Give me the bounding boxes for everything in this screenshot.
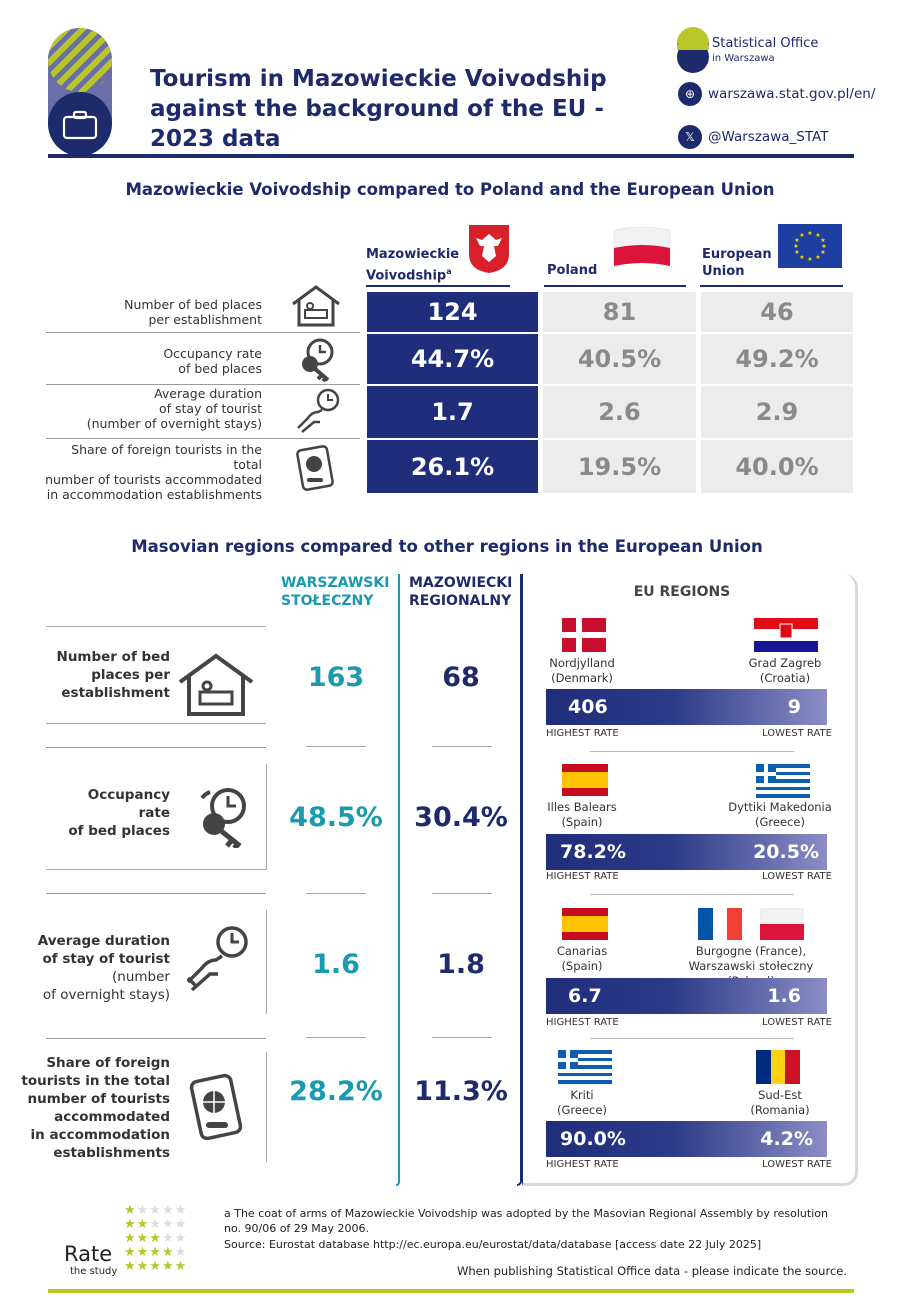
poland-flag-icon xyxy=(612,226,672,268)
rate-sub[interactable]: the study xyxy=(70,1266,118,1277)
s2-row1-mazowiecki: 68 xyxy=(442,662,480,693)
svg-text:★: ★ xyxy=(793,243,799,250)
svg-text:★: ★ xyxy=(815,254,821,261)
passport-icon xyxy=(294,442,338,492)
s1-row2-poland: 40.5% xyxy=(543,334,696,384)
s2-row3-mazowiecki: 1.8 xyxy=(437,949,485,980)
s2-row4-label: Share of foreign tourists in the total number of tourists accommodated in accommodation establishments xyxy=(21,1055,170,1161)
greece-flag-icon xyxy=(756,764,810,798)
header-logo-shape xyxy=(48,28,112,156)
mazowieckie-coat-of-arms-icon xyxy=(468,224,510,274)
s1-row4-poland: 19.5% xyxy=(543,440,696,493)
hand-clock-icon xyxy=(294,388,342,434)
eu-flag-icon xyxy=(778,224,842,268)
svg-text:★: ★ xyxy=(820,249,826,256)
spain-flag-icon xyxy=(562,908,608,940)
croatia-flag-icon xyxy=(754,618,818,652)
s1-row2-label: Occupancy rate of bed places xyxy=(163,346,262,376)
section2-title: Masovian regions compared to other regions in the European Union xyxy=(131,537,763,556)
s1-row1-eu: 46 xyxy=(701,292,853,332)
s2-row4-warszawski: 28.2% xyxy=(289,1076,383,1107)
s2-row4-bar: 90.0% 4.2% xyxy=(546,1121,827,1157)
s2-row1-warszawski: 163 xyxy=(307,662,365,693)
romania-flag-icon xyxy=(756,1050,800,1084)
statistical-office-logo-icon xyxy=(676,26,710,74)
header-divider xyxy=(48,154,854,158)
s1-row1-poland: 81 xyxy=(543,292,696,332)
poland-flag-icon xyxy=(760,908,804,940)
website-link[interactable]: warszawa.stat.gov.pl/en/ xyxy=(708,86,876,102)
svg-text:★: ★ xyxy=(820,237,826,244)
briefcase-icon xyxy=(62,110,98,140)
greece-flag-icon xyxy=(558,1050,612,1084)
page-title: Tourism in Mazowieckie Voivodship against the background of the EU - 2023 data xyxy=(150,66,607,152)
rate-stars-icon[interactable]: ★★★★★ ★★★★★ ★★★★★ ★★★★★ ★★★★★ xyxy=(124,1203,188,1274)
svg-text:★: ★ xyxy=(799,254,805,261)
section1-title: Mazowieckie Voivodship compared to Poland and the European Union xyxy=(125,180,775,199)
s1-row4-mazowieckie: 26.1% xyxy=(367,440,538,493)
s1-row3-mazowieckie: 1.7 xyxy=(367,386,538,438)
s2-row2-bar: 78.2% 20.5% xyxy=(546,834,827,870)
s1-row2-eu: 49.2% xyxy=(701,334,853,384)
s2-row2-low-region: Dyttiki Makedonia (Greece) xyxy=(728,800,832,829)
s2-row2-high-region: Illes Balears (Spain) xyxy=(547,800,617,829)
svg-text:★: ★ xyxy=(794,249,800,256)
house-bed-icon xyxy=(290,284,342,328)
eu-regions-title: EU REGIONS xyxy=(633,584,731,600)
s1-row3-poland: 2.6 xyxy=(543,386,696,438)
s2-row3-high-region: Canarias (Spain) xyxy=(556,944,608,973)
col-mazowieckie-header: Mazowieckie Voivodship$^a$ xyxy=(366,247,460,284)
s2-row4-high-region: Kriti (Greece) xyxy=(557,1088,607,1117)
s2-row4-low-region: Sud-Est (Romania) xyxy=(750,1088,810,1117)
svg-text:★: ★ xyxy=(794,237,800,244)
globe-icon: ⊕ xyxy=(678,82,702,106)
s2-row3-low-region: Burgogne (France), Warszawski stołeczny xyxy=(688,944,814,973)
x-logo-icon: 𝕏 xyxy=(678,125,702,149)
s2-row2-label: Occupancy rate of bed places xyxy=(68,787,170,839)
spain-flag-icon xyxy=(562,764,608,796)
france-flag-icon xyxy=(698,908,742,940)
col-mazowiecki-header: MAZOWIECKI REGIONALNY xyxy=(409,575,513,609)
s1-row2-mazowieckie: 44.7% xyxy=(367,334,538,384)
source-note: Source: Eurostat database http://ec.europa.eu/eurostat/data/database [access date 22 July 2025] xyxy=(224,1238,762,1251)
col-eu-header: European Union xyxy=(702,247,772,279)
passport-icon xyxy=(186,1070,246,1144)
s2-row2-mazowiecki: 30.4% xyxy=(414,802,508,833)
twitter-link[interactable]: @Warszawa_STAT xyxy=(708,129,829,145)
footer-divider xyxy=(48,1289,854,1293)
s2-row1-high-region: Nordjylland (Denmark) xyxy=(549,656,615,685)
s1-row1-mazowieckie: 124 xyxy=(367,292,538,332)
s1-row4-eu: 40.0% xyxy=(701,440,853,493)
key-clock-icon xyxy=(196,786,252,848)
key-clock-icon xyxy=(296,336,340,382)
s2-row3-bar: 6.7 1.6 xyxy=(546,978,827,1014)
house-bed-icon xyxy=(176,652,256,718)
coat-of-arms-footnote: a The coat of arms of Mazowieckie Voivodship was adopted by the Masovian Regional Assembly by resolution no. 90/06 of 29 May 2006. xyxy=(224,1207,828,1235)
s2-row3-warszawski: 1.6 xyxy=(312,949,360,980)
s2-row1-low-region: Grad Zagreb (Croatia) xyxy=(748,656,822,685)
denmark-flag-icon xyxy=(562,618,606,652)
svg-text:★: ★ xyxy=(815,232,821,239)
col-poland-header: Poland xyxy=(547,263,598,278)
s1-row3-eu: 2.9 xyxy=(701,386,853,438)
s2-row3-label: Average duration of stay of tourist (number of overnight stays) xyxy=(37,933,170,1003)
s1-row1-label: Number of bed places per establishment xyxy=(124,297,262,327)
s1-row4-label: Share of foreign tourists in the total number of tourists accommodated in accommodation establishments xyxy=(45,442,262,502)
svg-text:★: ★ xyxy=(807,256,813,263)
s1-row3-label: Average duration of stay of tourist (number of overnight stays) xyxy=(86,386,262,431)
s2-row1-label: Number of bed places per establishment xyxy=(56,649,170,701)
svg-text:★: ★ xyxy=(821,243,827,250)
svg-text:★: ★ xyxy=(799,232,805,239)
s2-row4-mazowiecki: 11.3% xyxy=(414,1076,508,1107)
publishing-note: When publishing Statistical Office data - please indicate the source. xyxy=(456,1264,847,1278)
hand-clock-icon xyxy=(182,924,250,994)
s2-row1-bar: 406 9 xyxy=(546,689,827,725)
svg-text:★: ★ xyxy=(807,230,813,237)
rate-word[interactable]: Rate xyxy=(64,1242,113,1266)
s2-row2-warszawski: 48.5% xyxy=(289,802,383,833)
col-warszawski-header: WARSZAWSKI STOŁECZNY xyxy=(281,575,390,609)
org-name: Statistical Office in Warszawa xyxy=(712,36,819,64)
